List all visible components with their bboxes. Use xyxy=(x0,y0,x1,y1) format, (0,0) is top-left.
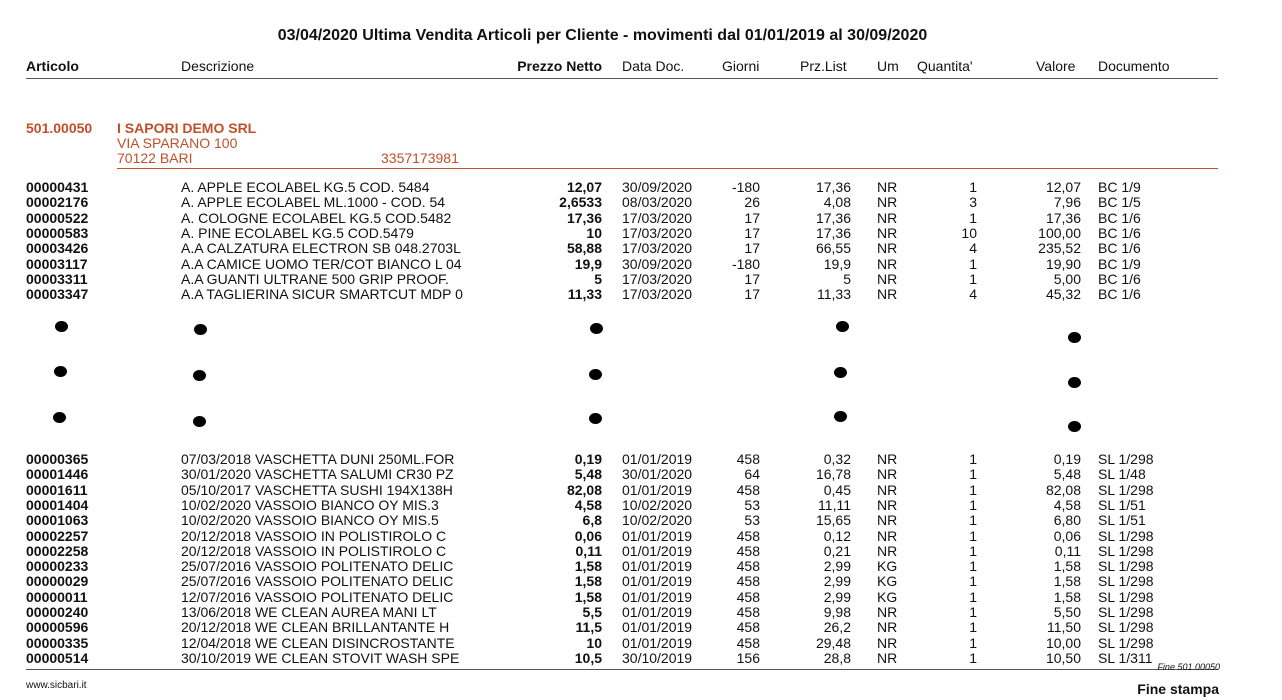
list-price: 16,78 xyxy=(815,466,851,483)
list-price: 28,8 xyxy=(823,649,851,666)
days: 17 xyxy=(744,240,760,257)
article-description: 12/04/2018 WE CLEAN DISINCROSTANTE xyxy=(181,634,455,651)
value: 5,00 xyxy=(1053,270,1081,287)
net-price: 0,06 xyxy=(574,527,602,544)
list-price: 19,9 xyxy=(823,255,851,272)
list-price: 9,98 xyxy=(823,604,851,620)
table-row xyxy=(0,513,1282,528)
document-date: 30/01/2020 xyxy=(622,466,693,483)
table-row xyxy=(0,636,1282,651)
client-phone: 3357173981 xyxy=(381,150,459,166)
header-um: Um xyxy=(877,58,899,74)
document: SL 1/298 xyxy=(1098,481,1154,498)
quantity: 4 xyxy=(969,240,977,257)
unit: NR xyxy=(877,255,898,272)
document-date: 17/03/2020 xyxy=(622,224,693,241)
value: 6,80 xyxy=(1053,512,1081,529)
article-description: A.A CAMICE UOMO TER/COT BIANCO L 04 xyxy=(181,255,462,272)
article-code: 00001063 xyxy=(26,512,89,529)
days: 458 xyxy=(736,451,760,467)
list-price: 0,12 xyxy=(823,527,851,544)
quantity: 1 xyxy=(969,270,977,287)
document-date: 01/01/2019 xyxy=(622,558,693,575)
document: SL 1/298 xyxy=(1098,588,1154,605)
quantity: 1 xyxy=(969,496,977,513)
value: 10,00 xyxy=(1045,634,1081,651)
quantity: 1 xyxy=(969,481,977,498)
value: 1,58 xyxy=(1053,573,1081,590)
table-row xyxy=(0,559,1282,574)
article-description: A. COLOGNE ECOLABEL KG.5 COD.5482 xyxy=(181,209,452,226)
value: 12,07 xyxy=(1045,179,1081,195)
unit: NR xyxy=(877,512,898,529)
value: 4,58 xyxy=(1053,496,1081,513)
net-price: 11,5 xyxy=(575,619,602,636)
header-quantita: Quantita' xyxy=(917,58,973,74)
article-description: 20/12/2018 WE CLEAN BRILLANTANTE H xyxy=(181,619,450,636)
article-description: 07/03/2018 VASCHETTA DUNI 250ML.FOR xyxy=(181,451,455,467)
document: SL 1/51 xyxy=(1098,496,1146,513)
article-description: 25/07/2016 VASSOIO POLITENATO DELIC xyxy=(181,558,454,575)
unit: NR xyxy=(877,481,898,498)
net-price: 1,58 xyxy=(574,558,602,575)
table-row xyxy=(0,287,1282,302)
article-description: 13/06/2018 WE CLEAN AUREA MANI LT xyxy=(181,604,437,620)
document-date: 01/01/2019 xyxy=(622,573,693,590)
days: 26 xyxy=(744,194,760,211)
quantity: 4 xyxy=(969,286,977,303)
value: 10,50 xyxy=(1045,649,1081,666)
document-date: 01/01/2019 xyxy=(622,619,693,636)
article-code: 00000583 xyxy=(26,224,89,241)
unit: KG xyxy=(877,558,898,575)
unit: NR xyxy=(877,649,898,666)
list-price: 29,48 xyxy=(815,634,851,651)
header-giorni: Giorni xyxy=(722,58,760,74)
list-price: 2,99 xyxy=(823,558,851,575)
unit: NR xyxy=(877,209,898,226)
article-description: 10/02/2020 VASSOIO BIANCO OY MIS.3 xyxy=(181,496,439,513)
value: 19,90 xyxy=(1045,255,1081,272)
quantity: 1 xyxy=(969,255,977,272)
list-price: 4,08 xyxy=(823,194,851,211)
list-price: 26,2 xyxy=(823,619,851,636)
document-date: 10/02/2020 xyxy=(622,512,693,529)
quantity: 1 xyxy=(969,588,977,605)
footer-website: www.sicbari.it xyxy=(26,680,87,691)
article-code: 00003426 xyxy=(26,240,89,257)
article-code: 00001404 xyxy=(26,496,89,513)
days: 458 xyxy=(736,634,760,651)
days: 458 xyxy=(736,619,760,636)
quantity: 1 xyxy=(969,558,977,575)
unit: KG xyxy=(877,573,898,590)
quantity: 1 xyxy=(969,512,977,529)
article-description: A. PINE ECOLABEL KG.5 COD.5479 xyxy=(181,224,414,241)
unit: NR xyxy=(877,466,898,483)
unit: NR xyxy=(877,604,898,620)
article-description: 12/07/2016 VASSOIO POLITENATO DELIC xyxy=(181,588,454,605)
report-title: 03/04/2020 Ultima Vendita Articoli per Cliente - movimenti dal 01/01/2019 al 30/09/2020 xyxy=(277,27,928,44)
value: 82,08 xyxy=(1045,481,1081,498)
days: 17 xyxy=(744,209,760,226)
list-price: 15,65 xyxy=(815,512,851,529)
document: BC 1/6 xyxy=(1098,270,1141,287)
days: -180 xyxy=(731,179,760,195)
document-date: 01/01/2019 xyxy=(622,634,693,651)
document: SL 1/298 xyxy=(1098,619,1154,636)
table-row xyxy=(0,241,1282,256)
redaction-dot xyxy=(54,366,67,377)
table-row xyxy=(0,498,1282,513)
client-address: VIA SPARANO 100 xyxy=(117,135,238,151)
article-code: 00000335 xyxy=(26,634,89,651)
document-date: 01/01/2019 xyxy=(622,588,693,605)
article-code: 00000029 xyxy=(26,573,89,590)
document-date: 17/03/2020 xyxy=(622,286,693,303)
client-code: 501.00050 xyxy=(26,120,93,136)
document: SL 1/298 xyxy=(1098,573,1154,590)
document-date: 17/03/2020 xyxy=(622,270,693,287)
quantity: 3 xyxy=(969,194,977,211)
document-date: 10/02/2020 xyxy=(622,496,693,513)
days: 53 xyxy=(744,496,760,513)
document: BC 1/9 xyxy=(1098,179,1141,195)
days: 53 xyxy=(744,512,760,529)
net-price: 0,19 xyxy=(574,451,602,467)
value: 7,96 xyxy=(1053,194,1081,211)
end-client-note: Fine 501.00050 xyxy=(1157,662,1220,672)
article-code: 00003311 xyxy=(26,270,88,287)
redaction-dot xyxy=(834,411,847,422)
net-price: 0,11 xyxy=(575,542,602,559)
quantity: 1 xyxy=(969,604,977,620)
quantity: 1 xyxy=(969,179,977,195)
table-row xyxy=(0,544,1282,559)
quantity: 10 xyxy=(961,224,977,241)
table-row xyxy=(0,211,1282,226)
days: 458 xyxy=(736,527,760,544)
unit: NR xyxy=(877,451,898,467)
document: BC 1/9 xyxy=(1098,255,1141,272)
list-price: 5 xyxy=(843,270,851,287)
unit: NR xyxy=(877,542,898,559)
header-rule xyxy=(26,78,1218,79)
document-date: 01/01/2019 xyxy=(622,604,693,620)
net-price: 10 xyxy=(586,634,602,651)
document-date: 30/10/2019 xyxy=(622,649,693,666)
article-description: 30/10/2019 WE CLEAN STOVIT WASH SPE xyxy=(181,649,460,666)
document-date: 01/01/2019 xyxy=(622,542,693,559)
quantity: 1 xyxy=(969,573,977,590)
days: 64 xyxy=(744,466,760,483)
document: SL 1/298 xyxy=(1098,527,1154,544)
unit: NR xyxy=(877,619,898,636)
net-price: 4,58 xyxy=(574,496,602,513)
redaction-dot xyxy=(834,367,847,378)
redaction-dot xyxy=(1068,421,1081,432)
article-code: 00000431 xyxy=(26,179,89,195)
client-name: I SAPORI DEMO SRL xyxy=(117,120,257,136)
net-price: 17,36 xyxy=(566,209,602,226)
quantity: 1 xyxy=(969,209,977,226)
net-price: 58,88 xyxy=(566,240,602,257)
quantity: 1 xyxy=(969,451,977,467)
table-row xyxy=(0,574,1282,589)
list-price: 11,11 xyxy=(818,496,851,513)
value: 5,48 xyxy=(1053,466,1081,483)
header-valore: Valore xyxy=(1036,58,1076,74)
article-code: 00002176 xyxy=(26,194,89,211)
article-description: 05/10/2017 VASCHETTA SUSHI 194X138H xyxy=(181,481,453,498)
end-rule xyxy=(26,669,1218,670)
unit: NR xyxy=(877,194,898,211)
article-description: 25/07/2016 VASSOIO POLITENATO DELIC xyxy=(181,573,454,590)
article-code: 00000011 xyxy=(26,588,88,605)
unit: NR xyxy=(877,634,898,651)
days: 17 xyxy=(744,286,760,303)
list-price: 66,55 xyxy=(815,240,851,257)
article-description: 20/12/2018 VASSOIO IN POLISTIROLO C xyxy=(181,542,447,559)
article-code: 00002257 xyxy=(26,527,89,544)
document: SL 1/48 xyxy=(1098,466,1146,483)
article-code: 00001446 xyxy=(26,466,89,483)
value: 0,11 xyxy=(1054,542,1081,559)
document: SL 1/298 xyxy=(1098,542,1154,559)
days: 458 xyxy=(736,604,760,620)
quantity: 1 xyxy=(969,619,977,636)
redaction-dot xyxy=(53,412,66,423)
net-price: 5 xyxy=(594,270,602,287)
document: BC 1/6 xyxy=(1098,209,1141,226)
document: BC 1/6 xyxy=(1098,224,1141,241)
unit: NR xyxy=(877,224,898,241)
days: 17 xyxy=(744,270,760,287)
net-price: 2,6533 xyxy=(559,194,602,211)
table-row xyxy=(0,467,1282,482)
unit: NR xyxy=(877,240,898,257)
redaction-dot xyxy=(589,369,602,380)
value: 0,06 xyxy=(1053,527,1081,544)
redaction-dot xyxy=(590,323,603,334)
unit: KG xyxy=(877,588,898,605)
value: 45,32 xyxy=(1045,286,1081,303)
days: 17 xyxy=(744,224,760,241)
table-row xyxy=(0,226,1282,241)
redaction-dot xyxy=(194,324,207,335)
list-price: 11,33 xyxy=(817,286,851,303)
article-code: 00001611 xyxy=(26,481,88,498)
list-price: 2,99 xyxy=(823,573,851,590)
document: BC 1/5 xyxy=(1098,194,1141,211)
net-price: 12,07 xyxy=(566,179,602,195)
header-descrizione: Descrizione xyxy=(181,58,255,74)
value: 1,58 xyxy=(1053,558,1081,575)
client-city: 70122 BARI xyxy=(117,150,193,166)
list-price: 0,32 xyxy=(823,451,851,467)
value: 1,58 xyxy=(1053,588,1081,605)
value: 11,50 xyxy=(1047,619,1081,636)
list-price: 0,45 xyxy=(823,481,851,498)
table-row xyxy=(0,590,1282,605)
net-price: 19,9 xyxy=(574,255,602,272)
net-price: 10,5 xyxy=(574,649,602,666)
article-code: 00000240 xyxy=(26,604,89,620)
article-description: 10/02/2020 VASSOIO BIANCO OY MIS.5 xyxy=(181,512,439,529)
article-code: 00000522 xyxy=(26,209,89,226)
article-code: 00000596 xyxy=(26,619,89,636)
net-price: 82,08 xyxy=(566,481,602,498)
days: 458 xyxy=(736,481,760,498)
header-prezzo-netto: Prezzo Netto xyxy=(517,58,602,74)
list-price: 0,21 xyxy=(823,542,851,559)
document-date: 01/01/2019 xyxy=(622,481,693,498)
table-row xyxy=(0,257,1282,272)
days: -180 xyxy=(731,255,760,272)
value: 17,36 xyxy=(1045,209,1081,226)
redaction-dot xyxy=(836,321,849,332)
net-price: 11,33 xyxy=(567,286,602,303)
article-code: 00000514 xyxy=(26,649,89,666)
table-row xyxy=(0,452,1282,467)
header-data-doc: Data Doc. xyxy=(622,58,685,74)
redaction-dot xyxy=(55,321,68,332)
days: 458 xyxy=(736,588,760,605)
article-description: A.A CALZATURA ELECTRON SB 048.2703L xyxy=(181,240,461,257)
document-date: 01/01/2019 xyxy=(622,527,693,544)
unit: NR xyxy=(877,286,898,303)
net-price: 1,58 xyxy=(574,588,602,605)
document-date: 08/03/2020 xyxy=(622,194,693,211)
value: 5,50 xyxy=(1053,604,1081,620)
table-row xyxy=(0,272,1282,287)
article-description: 20/12/2018 VASSOIO IN POLISTIROLO C xyxy=(181,527,447,544)
net-price: 5,48 xyxy=(574,466,602,483)
document: BC 1/6 xyxy=(1098,286,1141,303)
article-code: 00003117 xyxy=(26,255,88,272)
redaction-dot xyxy=(193,416,206,427)
document-date: 17/03/2020 xyxy=(622,209,693,226)
article-code: 00000233 xyxy=(26,558,89,575)
days: 458 xyxy=(736,542,760,559)
redaction-dot xyxy=(1068,332,1081,343)
quantity: 1 xyxy=(969,649,977,666)
table-row xyxy=(0,483,1282,498)
footer-end-print: Fine stampa xyxy=(1137,681,1219,697)
unit: NR xyxy=(877,270,898,287)
document: BC 1/6 xyxy=(1098,240,1141,257)
article-code: 00000365 xyxy=(26,451,89,467)
table-row xyxy=(0,180,1282,195)
article-code: 00002258 xyxy=(26,542,89,559)
document: SL 1/51 xyxy=(1098,512,1146,529)
days: 458 xyxy=(736,573,760,590)
table-row xyxy=(0,529,1282,544)
table-row xyxy=(0,620,1282,635)
quantity: 1 xyxy=(969,527,977,544)
list-price: 2,99 xyxy=(823,588,851,605)
value: 235,52 xyxy=(1038,240,1081,257)
net-price: 5,5 xyxy=(582,604,602,620)
value: 0,19 xyxy=(1053,451,1081,467)
table-row xyxy=(0,195,1282,210)
document: SL 1/298 xyxy=(1098,558,1154,575)
header-documento: Documento xyxy=(1098,58,1170,74)
value: 100,00 xyxy=(1038,224,1081,241)
article-description: 30/01/2020 VASCHETTA SALUMI CR30 PZ xyxy=(181,466,454,483)
unit: NR xyxy=(877,179,898,195)
net-price: 10 xyxy=(586,224,602,241)
unit: NR xyxy=(877,496,898,513)
document: SL 1/298 xyxy=(1098,634,1154,651)
quantity: 1 xyxy=(969,542,977,559)
article-description: A.A GUANTI ULTRANE 500 GRIP PROOF. xyxy=(181,270,449,287)
article-code: 00003347 xyxy=(26,286,89,303)
days: 458 xyxy=(736,558,760,575)
net-price: 1,58 xyxy=(574,573,602,590)
unit: NR xyxy=(877,527,898,544)
document: SL 1/298 xyxy=(1098,604,1154,620)
quantity: 1 xyxy=(969,634,977,651)
header-articolo: Articolo xyxy=(26,58,79,74)
redaction-dot xyxy=(589,413,602,424)
table-row xyxy=(0,605,1282,620)
client-rule xyxy=(117,168,1218,169)
document-date: 17/03/2020 xyxy=(622,240,693,257)
article-description: A. APPLE ECOLABEL KG.5 COD. 5484 xyxy=(181,179,430,195)
list-price: 17,36 xyxy=(815,224,851,241)
article-description: A.A TAGLIERINA SICUR SMARTCUT MDP 0 xyxy=(181,286,463,303)
days: 156 xyxy=(736,649,760,666)
document-date: 01/01/2019 xyxy=(622,451,693,467)
document-date: 30/09/2020 xyxy=(622,179,693,195)
table-row xyxy=(0,651,1282,666)
net-price: 6,8 xyxy=(582,512,602,529)
header-prz-list: Prz.List xyxy=(800,58,847,74)
document-date: 30/09/2020 xyxy=(622,255,693,272)
list-price: 17,36 xyxy=(815,179,851,195)
document: SL 1/298 xyxy=(1098,451,1154,467)
article-description: A. APPLE ECOLABEL ML.1000 - COD. 54 xyxy=(181,194,446,211)
document: SL 1/311 xyxy=(1098,649,1153,666)
redaction-dot xyxy=(193,370,206,381)
redaction-dot xyxy=(1068,377,1081,388)
quantity: 1 xyxy=(969,466,977,483)
list-price: 17,36 xyxy=(815,209,851,226)
